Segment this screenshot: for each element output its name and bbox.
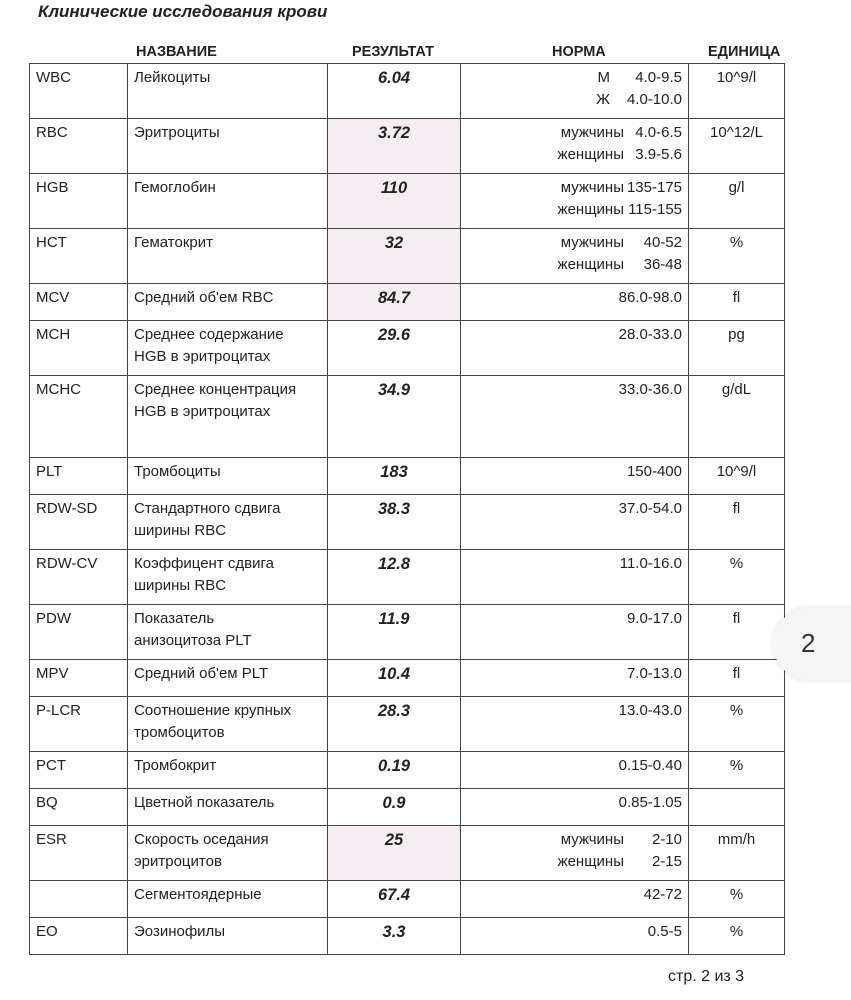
- cell-result: 183: [328, 458, 461, 495]
- name-line: Стандартного сдвига: [134, 500, 281, 517]
- cell-norm: [461, 458, 689, 495]
- cell-result: 11.9: [328, 605, 461, 660]
- table-row: [30, 495, 785, 550]
- norm-sex: женщины: [557, 853, 624, 870]
- table-row: [30, 789, 785, 826]
- norm-range: 9.0-17.0: [626, 610, 682, 627]
- norm-range: 86.0-98.0: [618, 289, 682, 306]
- cell-result: 3.72: [328, 119, 461, 174]
- norm-line: [467, 663, 682, 685]
- cell-norm: [461, 119, 689, 174]
- header-norm: НОРМА: [552, 44, 606, 60]
- cell-norm: [461, 789, 689, 826]
- cell-code: MCH: [30, 321, 128, 376]
- norm-range: 28.0-33.0: [618, 326, 682, 343]
- cell-result: 29.6: [328, 321, 461, 376]
- norm-line: [467, 755, 682, 777]
- name-line: Лейкоциты: [134, 69, 211, 86]
- page-number: 2: [801, 628, 816, 658]
- cell-unit: [689, 789, 785, 826]
- norm-range: 0.15-0.40: [618, 757, 682, 774]
- cell-norm: [461, 229, 689, 284]
- cell-name: [128, 321, 328, 376]
- cell-name: [128, 495, 328, 550]
- cell-norm: [461, 697, 689, 752]
- cell-norm: [461, 752, 689, 789]
- cell-name: [128, 174, 328, 229]
- cell-name: [128, 119, 328, 174]
- cell-unit: 10^9/l: [689, 458, 785, 495]
- cell-name: [128, 752, 328, 789]
- norm-line: [467, 851, 682, 873]
- cell-name: [128, 550, 328, 605]
- name-line: Эозинофилы: [134, 923, 226, 940]
- cell-norm: [461, 174, 689, 229]
- norm-sex: женщины: [557, 146, 624, 163]
- cell-norm: [461, 826, 689, 881]
- name-line: Скорость оседания: [134, 831, 269, 848]
- cell-code: P-LCR: [30, 697, 128, 752]
- table-row: [30, 918, 785, 955]
- name-line: Средний об'ем PLT: [134, 665, 269, 682]
- table-row: [30, 458, 785, 495]
- norm-line: [467, 67, 682, 89]
- name-line: Тромбоциты: [134, 463, 221, 480]
- cell-norm: [461, 495, 689, 550]
- norm-line: [467, 792, 682, 814]
- norm-sex: мужчины: [560, 179, 624, 196]
- norm-range: 13.0-43.0: [618, 702, 682, 719]
- cell-code: ESR: [30, 826, 128, 881]
- norm-range: 4.0-10.0: [626, 91, 682, 108]
- norm-line: [467, 498, 682, 520]
- cell-result: 0.9: [328, 789, 461, 826]
- norm-line: [467, 379, 682, 401]
- cell-code: PLT: [30, 458, 128, 495]
- table-row: [30, 321, 785, 376]
- norm-line: [467, 287, 682, 309]
- cell-result: 110: [328, 174, 461, 229]
- norm-range: 4.0-9.5: [635, 69, 682, 86]
- header-unit: ЕДИНИЦА: [708, 44, 781, 60]
- norm-sex: женщины: [557, 256, 624, 273]
- cell-unit: %: [689, 881, 785, 918]
- norm-range: 150-400: [626, 463, 682, 480]
- cell-result: 25: [328, 826, 461, 881]
- norm-line: [467, 89, 682, 111]
- header-result: РЕЗУЛЬТАТ: [352, 44, 435, 60]
- cell-unit: %: [689, 918, 785, 955]
- name-line: ширины RBC: [134, 522, 227, 539]
- name-line: Показатель: [134, 610, 215, 627]
- name-line: Гематокрит: [134, 234, 213, 251]
- table-row: [30, 660, 785, 697]
- norm-sex: мужчины: [560, 234, 624, 251]
- cell-norm: [461, 660, 689, 697]
- norm-line: [467, 232, 682, 254]
- cell-norm: [461, 550, 689, 605]
- cell-unit: fl: [689, 605, 785, 660]
- cell-unit: %: [689, 550, 785, 605]
- column-headers: [0, 44, 851, 64]
- table-row: [30, 64, 785, 119]
- name-line: тромбоцитов: [134, 724, 225, 741]
- norm-range: 36-48: [643, 256, 682, 273]
- cell-name: [128, 660, 328, 697]
- norm-range: 0.85-1.05: [618, 794, 682, 811]
- norm-line: [467, 921, 682, 943]
- cell-unit: fl: [689, 284, 785, 321]
- name-line: Среднее концентрация: [134, 381, 297, 398]
- cell-code: BQ: [30, 789, 128, 826]
- cell-norm: [461, 605, 689, 660]
- cell-unit: fl: [689, 660, 785, 697]
- cell-code: RDW-SD: [30, 495, 128, 550]
- cell-result: 67.4: [328, 881, 461, 918]
- cell-norm: [461, 881, 689, 918]
- header-name: НАЗВАНИЕ: [136, 44, 217, 60]
- norm-range: 2-15: [651, 853, 682, 870]
- name-line: эритроцитов: [134, 853, 222, 870]
- name-line: ширины RBC: [134, 577, 227, 594]
- name-line: Эритроциты: [134, 124, 220, 141]
- cell-code: MCV: [30, 284, 128, 321]
- cell-unit: pg: [689, 321, 785, 376]
- norm-line: [467, 700, 682, 722]
- cell-name: [128, 376, 328, 458]
- cell-result: 32: [328, 229, 461, 284]
- cell-name: [128, 826, 328, 881]
- name-line: Средний об'ем RBC: [134, 289, 274, 306]
- norm-range: 11.0-16.0: [619, 555, 682, 572]
- page-title: Клинические исследования крови: [38, 2, 328, 21]
- table-row: [30, 826, 785, 881]
- cell-result: 34.9: [328, 376, 461, 458]
- results-table: [29, 63, 785, 955]
- cell-name: [128, 458, 328, 495]
- name-line: Коэффицент сдвига: [134, 555, 274, 572]
- name-line: Цветной показатель: [134, 794, 275, 811]
- table-row: [30, 174, 785, 229]
- cell-unit: fl: [689, 495, 785, 550]
- cell-name: [128, 918, 328, 955]
- cell-code: [30, 881, 128, 918]
- norm-range: 37.0-54.0: [618, 500, 682, 517]
- norm-line: [467, 177, 682, 199]
- cell-unit: 10^12/L: [689, 119, 785, 174]
- name-line: Среднее содержание: [134, 326, 284, 343]
- cell-norm: [461, 284, 689, 321]
- norm-range: 3.9-5.6: [635, 146, 682, 163]
- table-row: [30, 376, 785, 458]
- cell-code: WBC: [30, 64, 128, 119]
- cell-code: PCT: [30, 752, 128, 789]
- cell-result: 6.04: [328, 64, 461, 119]
- norm-range: 33.0-36.0: [618, 381, 682, 398]
- name-line: анизоцитоза PLT: [134, 632, 252, 649]
- cell-norm: [461, 64, 689, 119]
- norm-line: [467, 324, 682, 346]
- cell-name: [128, 64, 328, 119]
- norm-sex: мужчины: [560, 831, 624, 848]
- norm-range: 135-175: [626, 179, 682, 196]
- cell-name: [128, 605, 328, 660]
- table-row: [30, 605, 785, 660]
- cell-unit: 10^9/l: [689, 64, 785, 119]
- cell-result: 84.7: [328, 284, 461, 321]
- name-line: Гемоглобин: [134, 179, 216, 196]
- cell-norm: [461, 321, 689, 376]
- name-line: HGB в эритроцитах: [134, 403, 271, 420]
- cell-unit: mm/h: [689, 826, 785, 881]
- cell-result: 38.3: [328, 495, 461, 550]
- norm-range: 0.5-5: [647, 923, 682, 940]
- norm-range: 4.0-6.5: [635, 124, 682, 141]
- cell-code: MCHC: [30, 376, 128, 458]
- cell-unit: g/dL: [689, 376, 785, 458]
- table-row: [30, 881, 785, 918]
- table-row: [30, 697, 785, 752]
- cell-norm: [461, 918, 689, 955]
- cell-code: RBC: [30, 119, 128, 174]
- table-row: [30, 229, 785, 284]
- norm-range: 2-10: [651, 831, 682, 848]
- norm-line: [467, 461, 682, 483]
- cell-unit: %: [689, 752, 785, 789]
- norm-range: 7.0-13.0: [626, 665, 682, 682]
- cell-result: 10.4: [328, 660, 461, 697]
- norm-sex: Ж: [596, 91, 610, 108]
- norm-line: [467, 122, 682, 144]
- table-row: [30, 550, 785, 605]
- cell-code: MPV: [30, 660, 128, 697]
- norm-range: 40-52: [643, 234, 682, 251]
- cell-name: [128, 229, 328, 284]
- cell-name: [128, 881, 328, 918]
- norm-line: [467, 884, 682, 906]
- table-row: [30, 119, 785, 174]
- page-footer: стр. 2 из 3: [668, 968, 745, 985]
- cell-code: EO: [30, 918, 128, 955]
- cell-name: [128, 284, 328, 321]
- cell-name: [128, 697, 328, 752]
- norm-line: [467, 608, 682, 630]
- cell-unit: g/l: [689, 174, 785, 229]
- cell-result: 28.3: [328, 697, 461, 752]
- page-number-badge: [773, 608, 851, 680]
- cell-code: PDW: [30, 605, 128, 660]
- name-line: HGB в эритроцитах: [134, 348, 271, 365]
- norm-line: [467, 553, 682, 575]
- norm-range: 115-155: [628, 201, 682, 218]
- cell-norm: [461, 376, 689, 458]
- cell-unit: %: [689, 697, 785, 752]
- cell-code: HGB: [30, 174, 128, 229]
- table-row: [30, 284, 785, 321]
- cell-result: 12.8: [328, 550, 461, 605]
- cell-result: 0.19: [328, 752, 461, 789]
- norm-line: [467, 199, 682, 221]
- norm-sex: мужчины: [560, 124, 624, 141]
- name-line: Сегментоядерные: [134, 886, 262, 903]
- name-line: Соотношение крупных: [134, 702, 292, 719]
- norm-line: [467, 144, 682, 166]
- cell-name: [128, 789, 328, 826]
- cell-code: HCT: [30, 229, 128, 284]
- norm-sex: М: [597, 69, 610, 86]
- norm-range: 42-72: [643, 886, 682, 903]
- cell-result: 3.3: [328, 918, 461, 955]
- norm-sex: женщины: [557, 201, 624, 218]
- norm-line: [467, 829, 682, 851]
- cell-code: RDW-CV: [30, 550, 128, 605]
- table-row: [30, 752, 785, 789]
- cell-unit: %: [689, 229, 785, 284]
- name-line: Тромбокрит: [134, 757, 217, 774]
- norm-line: [467, 254, 682, 276]
